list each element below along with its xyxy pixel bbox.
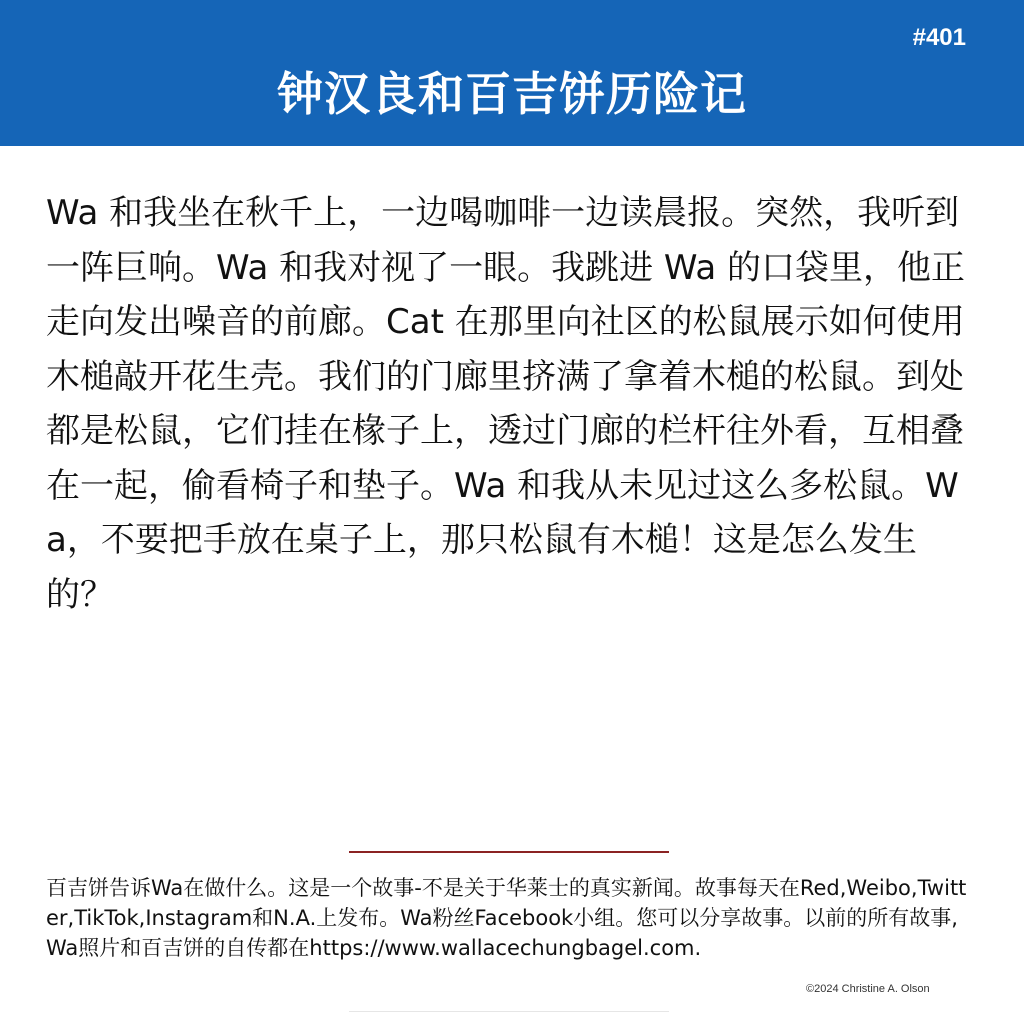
episode-number: #401: [912, 24, 966, 51]
copyright-notice: ©2024 Christine A. Olson: [806, 983, 930, 995]
page-title: 钟汉良和百吉饼历险记: [277, 67, 747, 121]
bottom-divider: [349, 1011, 669, 1012]
footer-divider: [349, 851, 669, 853]
story-text: Wa 和我坐在秋千上，一边喝咖啡一边读晨报。突然，我听到一阵巨响。Wa 和我对视了一眼。我跳进 Wa 的口袋里，他正走向发出噪音的前廊。Cat 在那里向社区的松鼠展示如何使用木槌敲开花生壳。我们的门廊里挤满了拿着木槌的松鼠。到处都是松鼠，它们挂在椽子上，透过门廊的栏杆往外看，互相叠在一起，偷看椅子和垫子。Wa 和我从未见过这么多松鼠。Wa，不要把手放在桌子上，那只松鼠有木槌！这是怎么发生的？: [46, 193, 965, 615]
header-banner: [0, 0, 1024, 146]
footer-note: 百吉饼告诉Wa在做什么。这是一个故事-不是关于华莱士的真实新闻。故事每天在Red,Weibo,Twitter,TikTok,Instagram和N.A.上发布。Wa粉丝Facebook小组。您可以分享故事。以前的所有故事,Wa照片和百吉饼的自传都在https://www.wallacechungbagel.com.: [46, 876, 967, 960]
